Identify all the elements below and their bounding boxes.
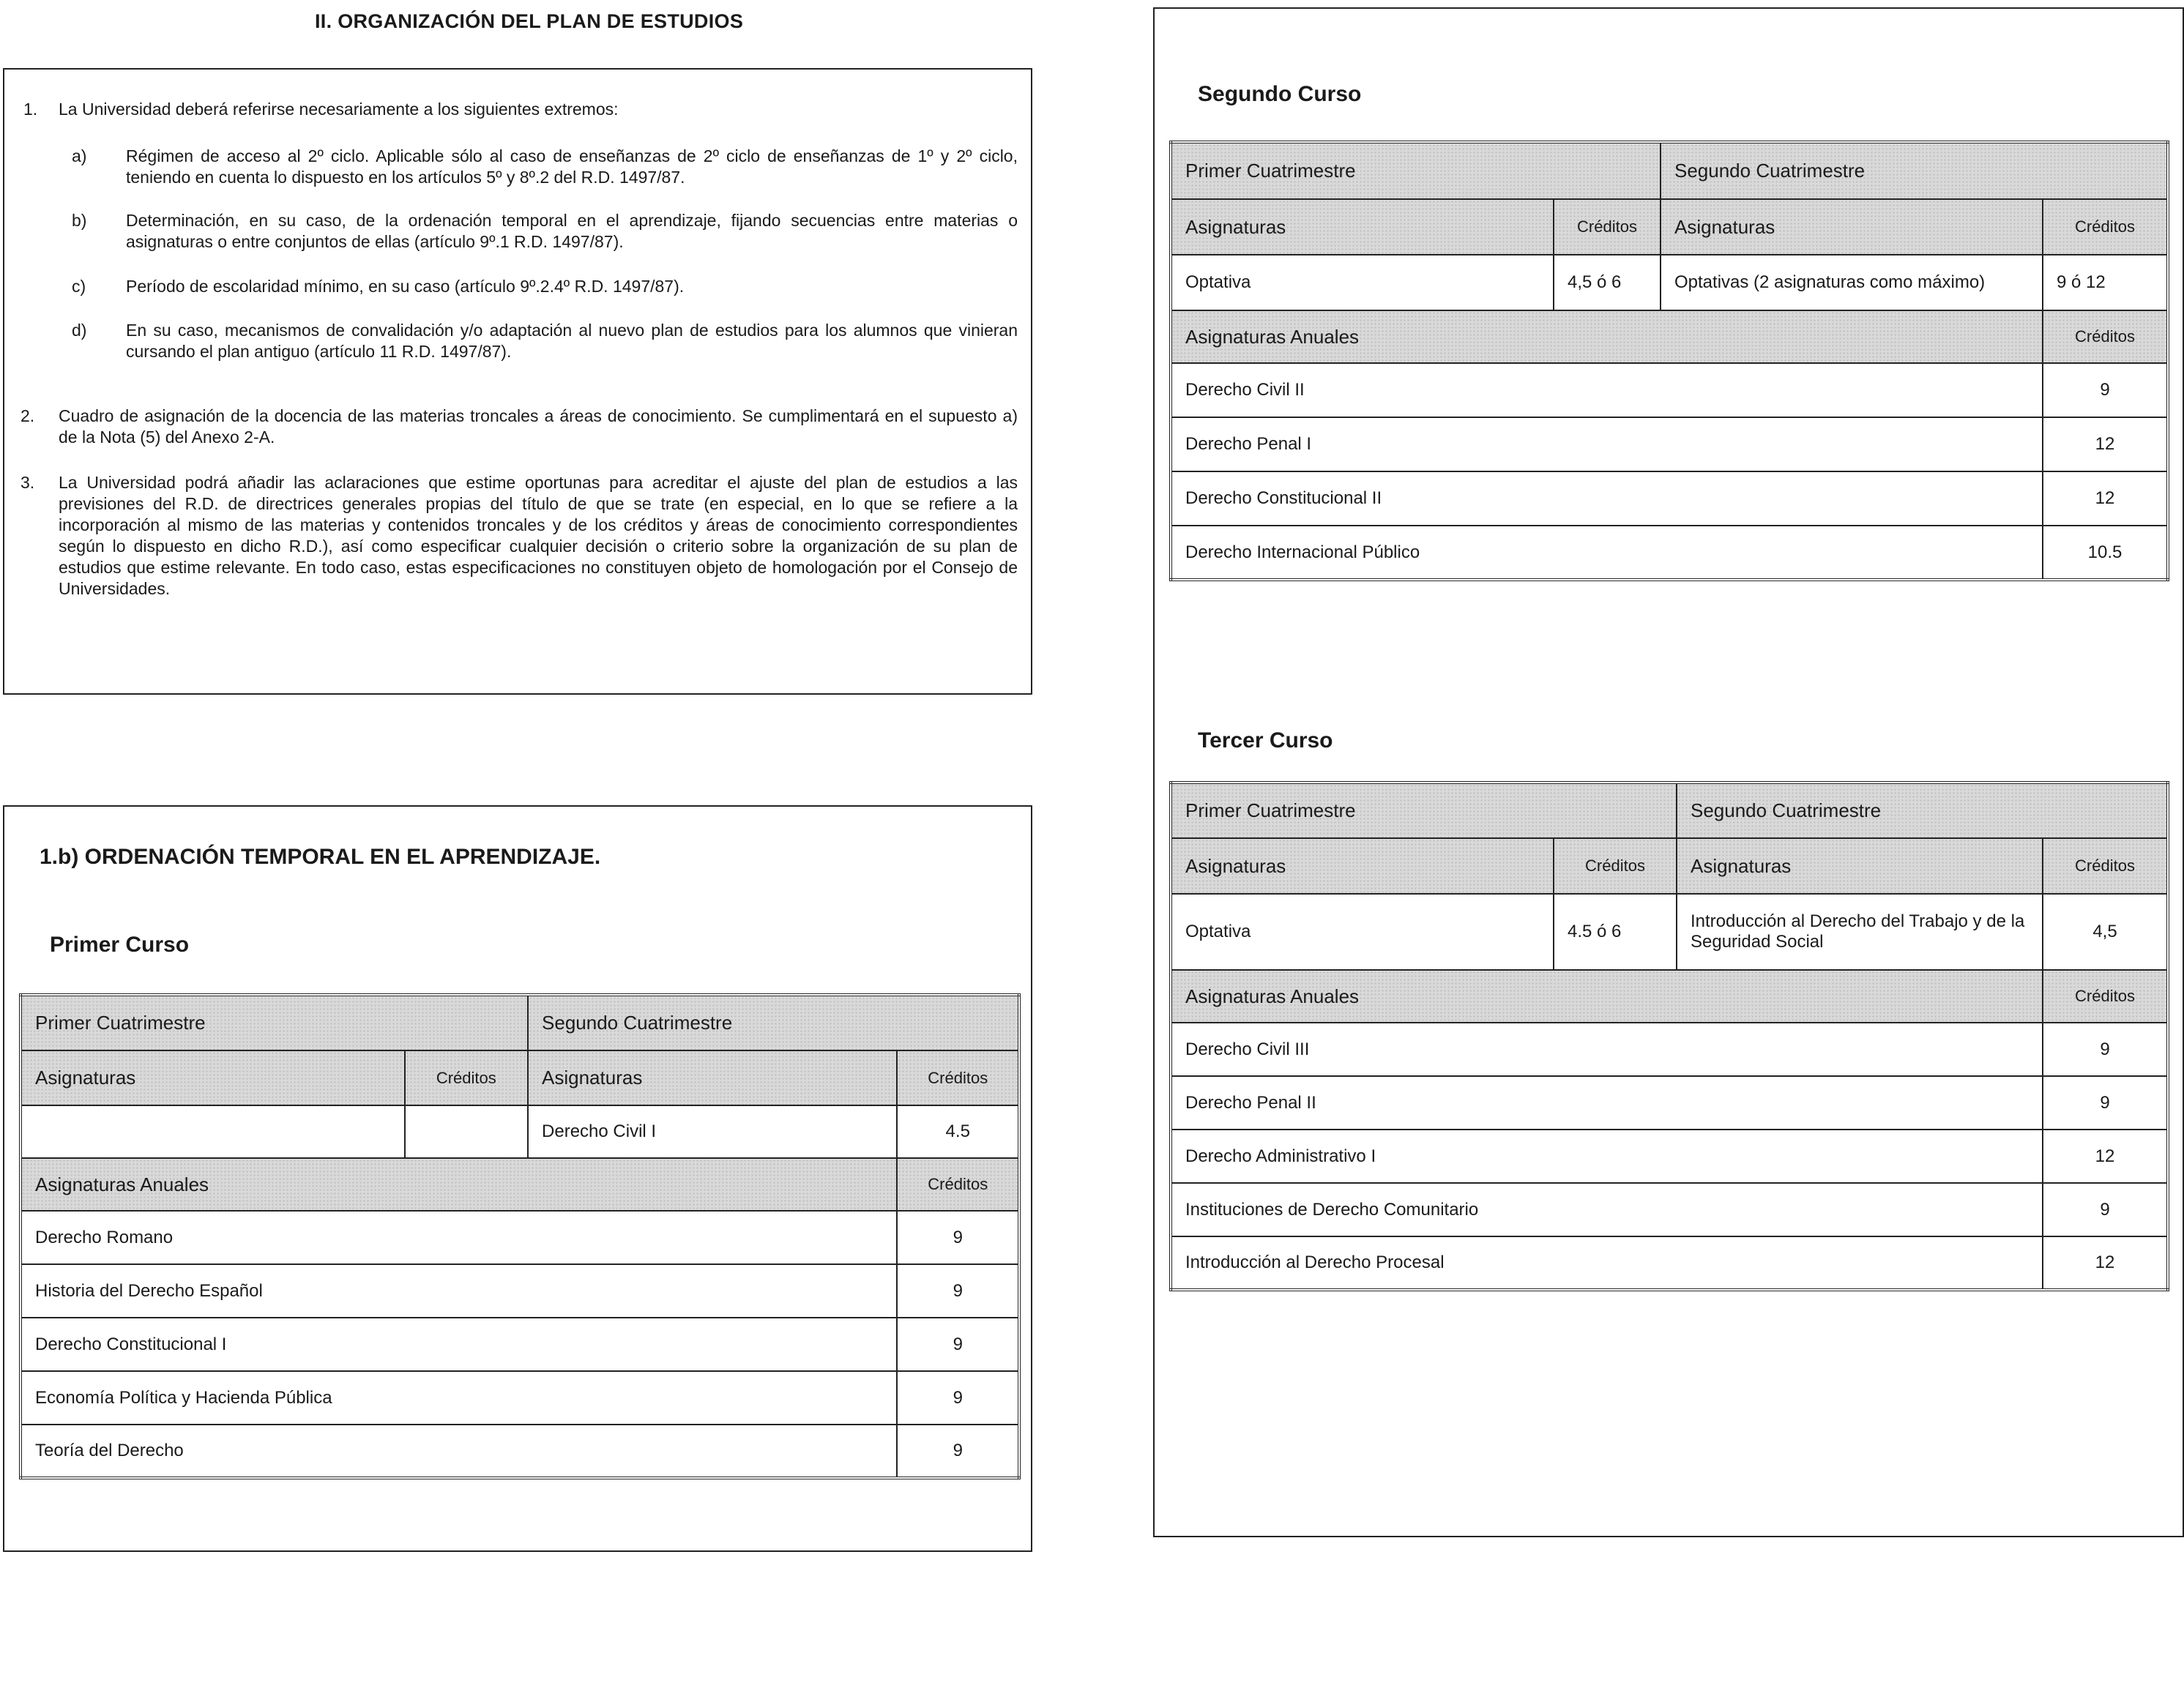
- annual-header-row: [1171, 310, 2168, 363]
- table-row: [21, 1264, 1019, 1318]
- annual-subject: Instituciones de Derecho Comunitario: [1171, 1183, 2043, 1236]
- section-title: 1.b) ORDENACIÓN TEMPORAL EN EL APRENDIZAJE.: [40, 845, 601, 869]
- table-row: [1171, 894, 2168, 970]
- segundo-cuatrimestre-label: Segundo Cuatrimestre: [528, 995, 1019, 1050]
- note-2-text: Cuadro de asignación de la docencia de las materias troncales a áreas de conocimiento. Se cumplimentará en el supuesto a) de la Nota (5) del Anexo 2-A.: [59, 406, 1018, 447]
- creditos-header: Créditos: [2043, 838, 2168, 894]
- table-row: [1171, 1236, 2168, 1290]
- annual-credits: 9: [2043, 1023, 2168, 1076]
- table-row: [21, 1425, 1019, 1478]
- annual-credits: 12: [2043, 1130, 2168, 1183]
- table-row: [1171, 1183, 2168, 1236]
- note-1b-letter: b): [72, 211, 87, 230]
- asignaturas-header: Asignaturas: [528, 1050, 897, 1105]
- primer-cuatrimestre-label: Primer Cuatrimestre: [1171, 142, 1661, 199]
- annual-subject: Derecho Romano: [21, 1211, 897, 1264]
- segundo-curso-table: [1169, 141, 2169, 581]
- page-title: II. ORGANIZACIÓN DEL PLAN DE ESTUDIOS: [315, 10, 744, 32]
- table-row: [21, 1318, 1019, 1371]
- creditos-header: Créditos: [2043, 310, 2168, 363]
- annual-credits: 9: [2043, 363, 2168, 417]
- annual-subject: Derecho Constitucional I: [21, 1318, 897, 1371]
- annual-credits: 10.5: [2043, 526, 2168, 580]
- note-3-number: 3.: [21, 473, 35, 492]
- note-1a-letter: a): [72, 146, 87, 165]
- second-semester-credits: 9 ó 12: [2043, 255, 2168, 310]
- note-1-text: La Universidad deberá referirse necesariamente a los siguientes extremos:: [59, 100, 619, 119]
- table-row: [21, 1371, 1019, 1425]
- table-row: [21, 1105, 1019, 1158]
- second-semester-credits: 4.5: [897, 1105, 1019, 1158]
- annual-subject: Introducción al Derecho Procesal: [1171, 1236, 2043, 1290]
- table-row: [1171, 1076, 2168, 1130]
- second-semester-subject: Derecho Civil I: [528, 1105, 897, 1158]
- first-semester-subject: [21, 1105, 405, 1158]
- annual-subject: Derecho Constitucional II: [1171, 471, 2043, 526]
- table-subheader-row: [1171, 199, 2168, 255]
- annual-credits: 9: [2043, 1076, 2168, 1130]
- creditos-header: Créditos: [1554, 838, 1677, 894]
- note-1a-text: Régimen de acceso al 2º ciclo. Aplicable sólo al caso de enseñanzas de 2º ciclo de enseñanzas de 1º y 2º ciclo, teniendo en cuenta lo dispuesto en los artículos 5º y 8º.2 del R.D. 1497/87.: [126, 146, 1018, 187]
- table-row: [1171, 526, 2168, 580]
- course-title-primer: Primer Curso: [50, 933, 190, 957]
- annual-subject: Derecho Administrativo I: [1171, 1130, 2043, 1183]
- table-row: [1171, 255, 2168, 310]
- annual-credits: 9: [897, 1211, 1019, 1264]
- note-1d-text: En su caso, mecanismos de convalidación y/o adaptación al nuevo plan de estudios para los alumnos que vinieran cursando el plan antiguo (artículo 11 R.D. 1497/87).: [126, 321, 1018, 361]
- annual-credits: 9: [897, 1371, 1019, 1425]
- annual-credits: 9: [897, 1318, 1019, 1371]
- annual-subject: Economía Política y Hacienda Pública: [21, 1371, 897, 1425]
- note-1c-letter: c): [72, 277, 86, 296]
- table-header-row: [1171, 783, 2168, 838]
- note-3-text: La Universidad podrá añadir las aclaraciones que estime oportunas para acreditar el ajuste del plan de estudios a las previsiones del R.D. de directrices generales propias del título de que se trate (en especial, en lo que se refiere a la incorporación al mismo de las materias y contenidos troncales y de los créditos y áreas de conocimiento correspondientes según lo dispuesto en dicho R.D.), así como especificar cualquier decisión o criterio sobre la organización de su plan de estudios que estime relevante. En todo caso, estas especificaciones no constituyen objeto de homologación por el Consejo de Universidades.: [59, 473, 1018, 598]
- table-header-row: [21, 995, 1019, 1050]
- asignaturas-anuales-header: Asignaturas Anuales: [21, 1158, 897, 1211]
- asignaturas-header: Asignaturas: [21, 1050, 405, 1105]
- annual-credits: 9: [2043, 1183, 2168, 1236]
- note-2-number: 2.: [21, 406, 35, 425]
- table-row: [1171, 363, 2168, 417]
- note-1d-letter: d): [72, 321, 87, 340]
- table-header-row: [1171, 142, 2168, 199]
- annual-credits: 12: [2043, 471, 2168, 526]
- first-semester-credits: [405, 1105, 528, 1158]
- annual-subject: Derecho Penal I: [1171, 417, 2043, 471]
- table-row: [1171, 417, 2168, 471]
- annual-header-row: [1171, 970, 2168, 1023]
- creditos-header: Créditos: [1554, 199, 1661, 255]
- annual-subject: Teoría del Derecho: [21, 1425, 897, 1478]
- asignaturas-anuales-header: Asignaturas Anuales: [1171, 970, 2043, 1023]
- asignaturas-anuales-header: Asignaturas Anuales: [1171, 310, 2043, 363]
- table-row: [21, 1211, 1019, 1264]
- tercer-curso-table: [1169, 781, 2169, 1291]
- table-subheader-row: [21, 1050, 1019, 1105]
- table-subheader-row: [1171, 838, 2168, 894]
- table-row: [1171, 1023, 2168, 1076]
- creditos-header: Créditos: [2043, 970, 2168, 1023]
- annual-header-row: [21, 1158, 1019, 1211]
- second-semester-credits: 4,5: [2043, 894, 2168, 970]
- primer-curso-table: [19, 993, 1021, 1479]
- asignaturas-header: Asignaturas: [1171, 838, 1554, 894]
- primer-cuatrimestre-label: Primer Cuatrimestre: [21, 995, 528, 1050]
- creditos-header: Créditos: [897, 1050, 1019, 1105]
- asignaturas-header: Asignaturas: [1661, 199, 2043, 255]
- course-title-segundo: Segundo Curso: [1198, 82, 1362, 106]
- annual-credits: 9: [897, 1425, 1019, 1478]
- asignaturas-header: Asignaturas: [1677, 838, 2043, 894]
- creditos-header: Créditos: [897, 1158, 1019, 1211]
- note-1b-text: Determinación, en su caso, de la ordenación temporal en el aprendizaje, fijando secuencias entre materias o asignaturas o entre conjuntos de ellas (artículo 9º.1 R.D. 1497/87).: [126, 211, 1018, 251]
- primer-curso-panel: [3, 805, 1032, 1552]
- first-semester-credits: 4.5 ó 6: [1554, 894, 1677, 970]
- annual-credits: 12: [2043, 417, 2168, 471]
- annual-subject: Derecho Penal II: [1171, 1076, 2043, 1130]
- annual-credits: 12: [2043, 1236, 2168, 1290]
- first-semester-subject: Optativa: [1171, 894, 1554, 970]
- creditos-header: Créditos: [2043, 199, 2168, 255]
- segundo-cuatrimestre-label: Segundo Cuatrimestre: [1677, 783, 2168, 838]
- notes-box: [3, 68, 1032, 695]
- first-semester-subject: Optativa: [1171, 255, 1554, 310]
- note-1c-text: Período de escolaridad mínimo, en su caso (artículo 9º.2.4º R.D. 1497/87).: [126, 277, 685, 296]
- annual-subject: Derecho Civil III: [1171, 1023, 2043, 1076]
- first-semester-credits: 4,5 ó 6: [1554, 255, 1661, 310]
- second-semester-subject: Introducción al Derecho del Trabajo y de la Seguridad Social: [1677, 894, 2043, 970]
- primer-cuatrimestre-label: Primer Cuatrimestre: [1171, 783, 1677, 838]
- creditos-header: Créditos: [405, 1050, 528, 1105]
- segundo-tercer-curso-panel: [1153, 7, 2184, 1537]
- table-row: [1171, 471, 2168, 526]
- annual-subject: Derecho Civil II: [1171, 363, 2043, 417]
- course-title-tercer: Tercer Curso: [1198, 728, 1333, 753]
- table-row: [1171, 1130, 2168, 1183]
- annual-subject: Historia del Derecho Español: [21, 1264, 897, 1318]
- note-1-number: 1.: [23, 100, 38, 119]
- annual-credits: 9: [897, 1264, 1019, 1318]
- asignaturas-header: Asignaturas: [1171, 199, 1554, 255]
- annual-subject: Derecho Internacional Público: [1171, 526, 2043, 580]
- second-semester-subject: Optativas (2 asignaturas como máximo): [1661, 255, 2043, 310]
- segundo-cuatrimestre-label: Segundo Cuatrimestre: [1661, 142, 2168, 199]
